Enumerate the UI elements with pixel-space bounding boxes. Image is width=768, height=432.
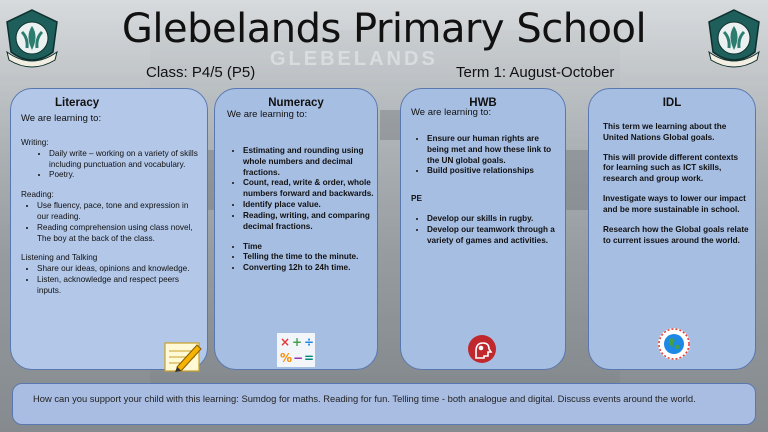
list-item: • Daily write – working on a variety of skills including punctuation and vocabulary. [49,149,201,171]
list-item: • Time [243,242,377,253]
numeracy-body [227,146,377,274]
globe-icon [657,327,691,365]
hwb-title: HWB [469,97,497,109]
list-item: • Develop our teamwork through a variety of games and activities. [427,225,563,247]
svg-text:%: % [280,351,293,365]
svg-text:−: − [293,351,304,365]
list-item: • Develop our skills in rugby. [427,214,563,225]
list-item: • Estimating and rounding using whole numbers and decimal fractions. [243,146,377,178]
svg-text:+: + [292,335,303,349]
class-label: Class: P4/5 (P5) [146,64,256,81]
list-item: • Poetry. [49,170,201,181]
list-item: • Ensure our human rights are being met and how these link to the UN global goals. [427,134,563,166]
idl-paragraph: Research how the Global goals relate to current issues around the world. [603,224,749,245]
wellbeing-head-icon [467,334,497,368]
list-item: • Identify place value. [243,200,377,211]
literacy-panel [10,88,208,370]
literacy-title: Literacy [55,97,100,109]
numeracy-panel [214,88,378,370]
idl-title: IDL [662,97,682,109]
page-title: Glebelands Primary School [121,6,647,52]
list-item: • Build positive relationships [427,166,563,177]
list-item: • Reading, writing, and comparing decimal fractions. [243,211,377,233]
idl-panel [588,88,756,370]
svg-text:÷: ÷ [304,335,315,349]
hwb-intro: We are learning to: [411,107,492,118]
idl-paragraph: This term we learning about the United Nations Global goals. [603,122,727,142]
literacy-body [21,138,201,297]
pencil-paper-icon [163,339,203,377]
list-item: • Count, read, write & order, whole numbers forward and backwards. [243,178,377,200]
math-symbols-icon [277,333,315,371]
idl-paragraph: This will provide different contexts for learning such as ICT skills, research and group work. [603,152,739,184]
numeracy-title: Numeracy [268,97,324,109]
list-item: • Telling the time to the minute. [243,252,377,263]
svg-text:×: × [280,335,291,349]
numeracy-intro: We are learning to: [227,109,308,120]
literacy-intro: We are learning to: [21,113,102,124]
idl-body [603,122,749,246]
list-item: • Reading comprehension using class novel, The boy at the back of the class. [37,223,201,245]
reading-heading: Reading: [21,190,54,200]
list-item: • Use fluency, pace, tone and expression in our reading. [37,201,201,223]
idl-paragraph: Investigate ways to lower our impact and be more sustainable in school. [603,194,746,214]
svg-text:=: = [304,351,315,365]
list-item: • Share our ideas, opinions and knowledge. [37,264,201,275]
listening-heading: Listening and Talking [21,253,98,263]
list-item: • Converting 12h to 24h time. [243,263,377,274]
hwb-body [411,134,563,247]
support-footer: How can you support your child with this learning: Sumdog for maths. Reading for fun. Telling time - both analogue and digital. Discuss events around the world. [12,383,756,425]
term-label: Term 1: August-October [456,64,615,81]
background-sign: GLEBELANDS [270,48,438,70]
list-item: • Listen, acknowledge and respect peers inputs. [37,275,201,297]
hwb-panel [400,88,566,370]
writing-heading: Writing: [21,138,49,147]
pe-heading: PE [411,194,422,204]
